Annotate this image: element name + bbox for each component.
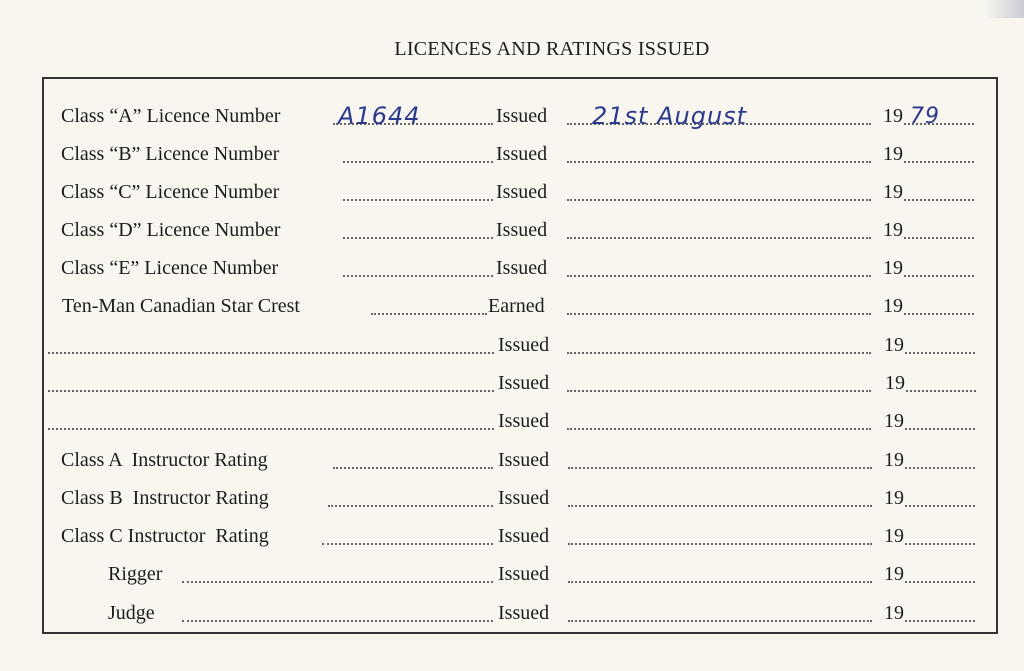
year-dotted-line [904,237,974,239]
number-dotted-line [182,620,493,622]
row-label: Ten-Man Canadian Star Crest [62,295,300,317]
blank-label-dotted-line [48,352,494,354]
row-status: Issued [496,181,548,203]
row-label: Class “C” Licence Number [61,181,280,203]
year-prefix: 19 [884,334,904,356]
licence-row-class-b [0,140,1024,170]
blank-row [0,331,1024,361]
year-prefix: 19 [883,105,903,127]
blank-label-dotted-line [48,428,494,430]
blank-row [0,407,1024,437]
number-dotted-line [333,467,493,469]
licence-row-class-c [0,178,1024,208]
row-status: Issued [498,449,550,471]
row-status: Issued [498,410,550,432]
blank-label-dotted-line [48,390,494,392]
year-prefix: 19 [884,525,904,547]
page-title: LICENCES AND RATINGS ISSUED [394,38,710,60]
date-dotted-line [568,581,872,583]
instructor-rating-row-c [0,522,1024,552]
year-prefix: 19 [884,563,904,585]
number-dotted-line [343,199,493,201]
instructor-rating-row-b [0,484,1024,514]
year-dotted-line [904,161,974,163]
year-dotted-line [905,428,975,430]
row-status: Issued [496,143,548,165]
row-status: Issued [496,105,548,127]
year-prefix: 19 [884,410,904,432]
date-dotted-line [567,313,871,315]
year-prefix: 19 [884,449,904,471]
handwritten-issue-date: 21st August [592,102,748,130]
row-status: Issued [498,372,550,394]
row-label: Judge [108,602,155,624]
row-status: Issued [498,563,550,585]
number-dotted-line [343,275,493,277]
year-dotted-line [905,352,975,354]
date-dotted-line [568,620,872,622]
row-status: Issued [498,525,550,547]
year-dotted-line [905,505,975,507]
row-label: Class “B” Licence Number [61,143,280,165]
row-label: Class “D” Licence Number [61,219,281,241]
licence-row-class-d [0,216,1024,246]
date-dotted-line [568,505,872,507]
date-dotted-line [567,428,871,430]
year-dotted-line [905,620,975,622]
row-label: Class “A” Licence Number [61,105,281,127]
year-dotted-line [906,390,976,392]
row-label: Class “E” Licence Number [61,257,279,279]
licence-row-class-a [0,102,1024,132]
row-status: Issued [498,487,550,509]
number-dotted-line [343,161,493,163]
year-prefix: 19 [884,487,904,509]
date-dotted-line [568,467,872,469]
row-label: Class B Instructor Rating [61,487,269,509]
date-dotted-line [567,237,871,239]
row-status: Issued [496,219,548,241]
year-prefix: 19 [883,295,903,317]
rigger-row [0,560,1024,590]
row-label: Rigger [108,563,163,585]
date-dotted-line [567,390,871,392]
year-dotted-line [904,313,974,315]
number-dotted-line [371,313,487,315]
number-dotted-line [322,543,493,545]
licence-row-class-e [0,254,1024,284]
date-dotted-line [567,161,871,163]
year-prefix: 19 [883,181,903,203]
row-label: Class A Instructor Rating [61,449,268,471]
row-status: Issued [498,334,550,356]
date-dotted-line [567,352,871,354]
year-dotted-line [904,275,974,277]
year-dotted-line [905,581,975,583]
row-status: Earned [488,295,545,317]
judge-row [0,599,1024,629]
date-dotted-line [567,199,871,201]
number-dotted-line [343,237,493,239]
date-dotted-line [568,543,872,545]
row-status: Issued [496,257,548,279]
year-dotted-line [905,543,975,545]
year-prefix: 19 [883,257,903,279]
row-label: Class C Instructor Rating [61,525,269,547]
year-dotted-line [904,199,974,201]
handwritten-licence-number: A1644 [338,102,421,130]
blank-row [0,369,1024,399]
page-corner-shadow [984,0,1024,18]
handwritten-year: 79 [910,104,940,129]
year-dotted-line [905,467,975,469]
instructor-rating-row-a [0,446,1024,476]
number-dotted-line [328,505,493,507]
year-prefix: 19 [883,219,903,241]
year-prefix: 19 [884,602,904,624]
date-dotted-line [567,275,871,277]
row-status: Issued [498,602,550,624]
year-prefix: 19 [885,372,905,394]
year-prefix: 19 [883,143,903,165]
number-dotted-line [182,581,493,583]
star-crest-row [0,292,1024,322]
